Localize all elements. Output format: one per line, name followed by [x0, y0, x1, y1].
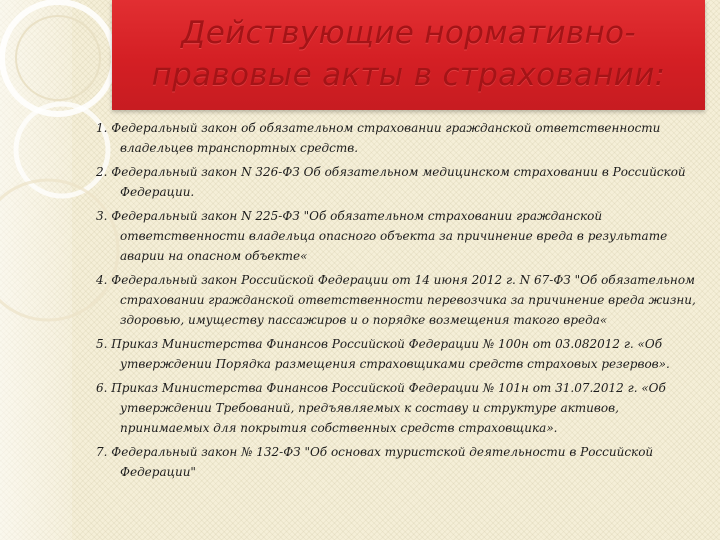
list-item: 4. Федеральный закон Российской Федерации от 14 июня 2012 г. N 67-ФЗ "Об обязательном страховании гражданской ответственности перевозчика за причинение вреда жизни, здоровью, имуществу пассажиров и о порядке возмещения такого вреда«	[96, 273, 696, 327]
laws-list	[96, 118, 704, 486]
deco-circle-large	[2, 2, 114, 114]
deco-circle-inner	[16, 16, 100, 100]
list-item: 2. Федеральный закон N 326-ФЗ Об обязательном медицинском страховании в Российской Федерации.	[96, 165, 686, 199]
list-item: 7. Федеральный закон № 132-ФЗ "Об основах туристской деятельности в Российской Федерации"	[96, 445, 654, 479]
slide-title: Действующие нормативно-правовые акты в страховании:	[151, 15, 666, 93]
list-item: 6. Приказ Министерства Финансов Российской Федерации № 101н от 31.07.2012 г. «Об утверждении Требований, предъявляемых к составу и структуре активов, принимаемых для покрытия собственных средств страховщика».	[96, 381, 666, 435]
list-item: 1. Федеральный закон об обязательном страховании гражданской ответственности владельцев транспортных средств.	[96, 121, 661, 155]
list-item: 5. Приказ Министерства Финансов Российской Федерации № 100н от 03.082012 г. «Об утверждении Порядка размещения страховщиками средств страховых резервов».	[96, 337, 670, 371]
list-item: 3. Федеральный закон N 225-ФЗ "Об обязательном страховании гражданской ответственности владельца опасного объекта за причинение вреда в результате аварии на опасном объекте«	[96, 209, 668, 263]
